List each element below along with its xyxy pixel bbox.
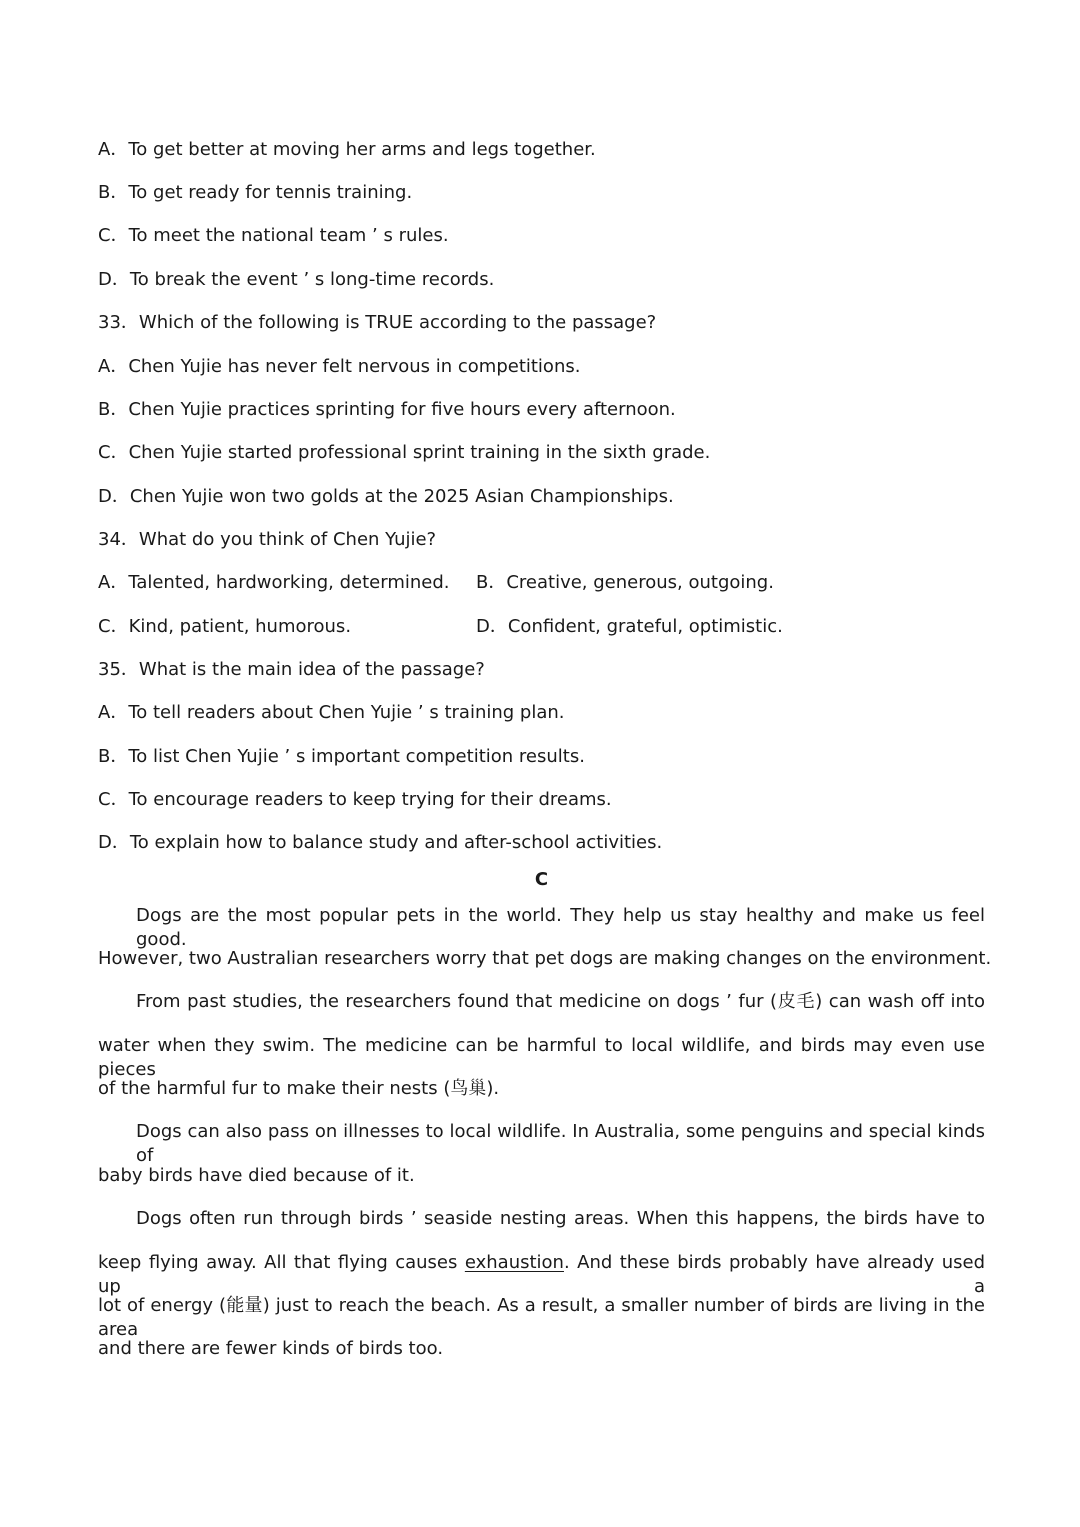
passage-p2-line3: of the harmful fur to make their nests (鸟巢). xyxy=(98,1078,500,1099)
q32-option-b: B．To get ready for tennis training. xyxy=(98,182,413,203)
q33-option-d: D．Chen Yujie won two golds at the 2025 Asian Championships. xyxy=(98,486,674,507)
q34-option-d: D．Confident, grateful, optimistic. xyxy=(476,616,783,637)
passage-p4-line3: lot of energy (能量) just to reach the beach. As a result, a smaller number of birds are living in the area xyxy=(98,1295,985,1340)
passage-p1-line2: However, two Australian researchers worry that pet dogs are making changes on the environment. xyxy=(98,948,992,969)
section-c-title: C xyxy=(534,869,549,890)
passage-p4-line4: and there are fewer kinds of birds too. xyxy=(98,1338,444,1359)
q34-option-a: A．Talented, hardworking, determined. xyxy=(98,572,450,593)
passage-p3-line1: Dogs can also pass on illnesses to local wildlife. In Australia, some penguins and special kinds of xyxy=(136,1121,985,1166)
passage-p4-line2-start: keep flying away. All that flying causes xyxy=(98,1252,465,1273)
passage-p4-line1: Dogs often run through birds ’ seaside nesting areas. When this happens, the birds have to xyxy=(136,1208,985,1229)
underlined-word-exhaustion: exhaustion xyxy=(464,1252,564,1273)
q35-stem: 35．What is the main idea of the passage? xyxy=(98,659,485,680)
passage-p2-line1: From past studies, the researchers found that medicine on dogs ’ fur (皮毛) can wash off into xyxy=(136,991,985,1012)
q35-option-b: B．To list Chen Yujie ’ s important competition results. xyxy=(98,746,585,767)
q33-option-b: B．Chen Yujie practices sprinting for five hours every afternoon. xyxy=(98,399,676,420)
passage-p1-line1: Dogs are the most popular pets in the world. They help us stay healthy and make us feel good. xyxy=(136,905,985,950)
q35-option-c: C．To encourage readers to keep trying for their dreams. xyxy=(98,789,612,810)
q34-stem: 34．What do you think of Chen Yujie? xyxy=(98,529,437,550)
q33-option-a: A．Chen Yujie has never felt nervous in competitions. xyxy=(98,356,581,377)
passage-p2-line2: water when they swim. The medicine can be harmful to local wildlife, and birds may even use pieces xyxy=(98,1035,985,1080)
passage-p4-line2-end: . And these birds probably have already used up a xyxy=(98,1252,985,1297)
q35-option-a: A．To tell readers about Chen Yujie ’ s training plan. xyxy=(98,702,565,723)
q35-option-d: D．To explain how to balance study and after-school activities. xyxy=(98,832,663,853)
q32-option-c: C．To meet the national team ’ s rules. xyxy=(98,225,449,246)
passage-p4-line2 xyxy=(98,1251,985,1297)
q33-option-c: C．Chen Yujie started professional sprint training in the sixth grade. xyxy=(98,442,711,463)
q32-option-a: A．To get better at moving her arms and legs together. xyxy=(98,139,596,160)
q32-option-d: D．To break the event ’ s long-time records. xyxy=(98,269,495,290)
q33-stem: 33．Which of the following is TRUE according to the passage? xyxy=(98,312,657,333)
q34-option-b: B．Creative, generous, outgoing. xyxy=(476,572,774,593)
q34-option-c: C．Kind, patient, humorous. xyxy=(98,616,352,637)
passage-p3-line2: baby birds have died because of it. xyxy=(98,1165,415,1186)
